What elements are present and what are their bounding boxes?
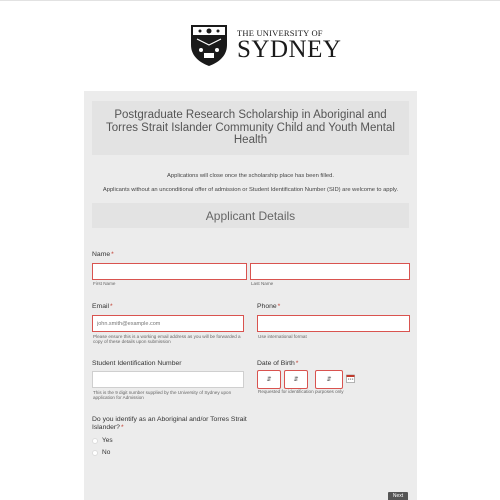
phone-input[interactable]	[257, 315, 410, 332]
sid-input[interactable]	[92, 371, 244, 388]
dob-year-select[interactable]	[315, 370, 343, 389]
section-title: Applicant Details	[205, 208, 296, 223]
form-title-box	[92, 101, 409, 155]
closing-notice: Applications will close once the scholarship place has been filled.	[167, 173, 334, 179]
wordmark-line1: THE UNIVERSITY OF	[237, 28, 323, 38]
next-button[interactable]: Next	[388, 492, 408, 500]
dob-help: Requested for identification purposes only	[258, 389, 344, 394]
email-input[interactable]	[92, 315, 244, 332]
phone-label: Phone*	[257, 303, 281, 310]
email-label: Email*	[92, 303, 113, 310]
form-title: Postgraduate Research Scholarship in Aboriginal and Torres Strait Islander Community Child and Youth Mental Health	[106, 109, 395, 147]
dob-month-select[interactable]	[284, 370, 308, 389]
calendar-icon[interactable]	[346, 374, 355, 383]
sid-label: Student Identification Number	[92, 360, 182, 367]
phone-help: Use international format	[258, 334, 307, 339]
radio-circle[interactable]	[92, 450, 98, 456]
radio-yes-label: Yes	[102, 437, 113, 444]
radio-no-label: No	[102, 449, 111, 456]
crest-icon	[189, 23, 229, 67]
last-name-sublabel: Last Name	[251, 281, 274, 286]
chevron-updown-icon: ⇵	[293, 377, 299, 383]
university-logo[interactable]	[189, 23, 341, 67]
chevron-updown-icon: ⇵	[266, 377, 272, 383]
last-name-input[interactable]	[250, 263, 410, 280]
dob-label: Date of Birth*	[257, 360, 299, 367]
radio-no[interactable]	[92, 449, 110, 456]
application-form	[84, 91, 417, 500]
eligibility-notice: Applicants without an unconditional offer of admission or Student Identification Number (SID) are welcome to apply.	[102, 187, 399, 193]
header-band	[0, 0, 500, 90]
name-label: Name*	[92, 251, 114, 258]
dob-day-select[interactable]	[257, 370, 281, 389]
section-header	[92, 203, 409, 228]
email-help: Please ensure this is a working email address as you will be forwarded a copy of these details upon submission	[93, 334, 241, 344]
wordmark-line2: SYDNEY	[237, 36, 342, 63]
aboriginal-question: Do you identify as an Aboriginal and/or Torres Strait Islander?*	[92, 416, 247, 431]
radio-circle[interactable]	[92, 438, 98, 444]
first-name-sublabel: First Name	[93, 281, 116, 286]
sid-help: This is the 9 digit number supplied by the University of Sydney upon application for Admission	[93, 390, 232, 400]
wordmark	[237, 28, 341, 62]
chevron-updown-icon: ⇵	[326, 377, 332, 383]
first-name-input[interactable]	[92, 263, 247, 280]
radio-yes[interactable]	[92, 437, 113, 444]
